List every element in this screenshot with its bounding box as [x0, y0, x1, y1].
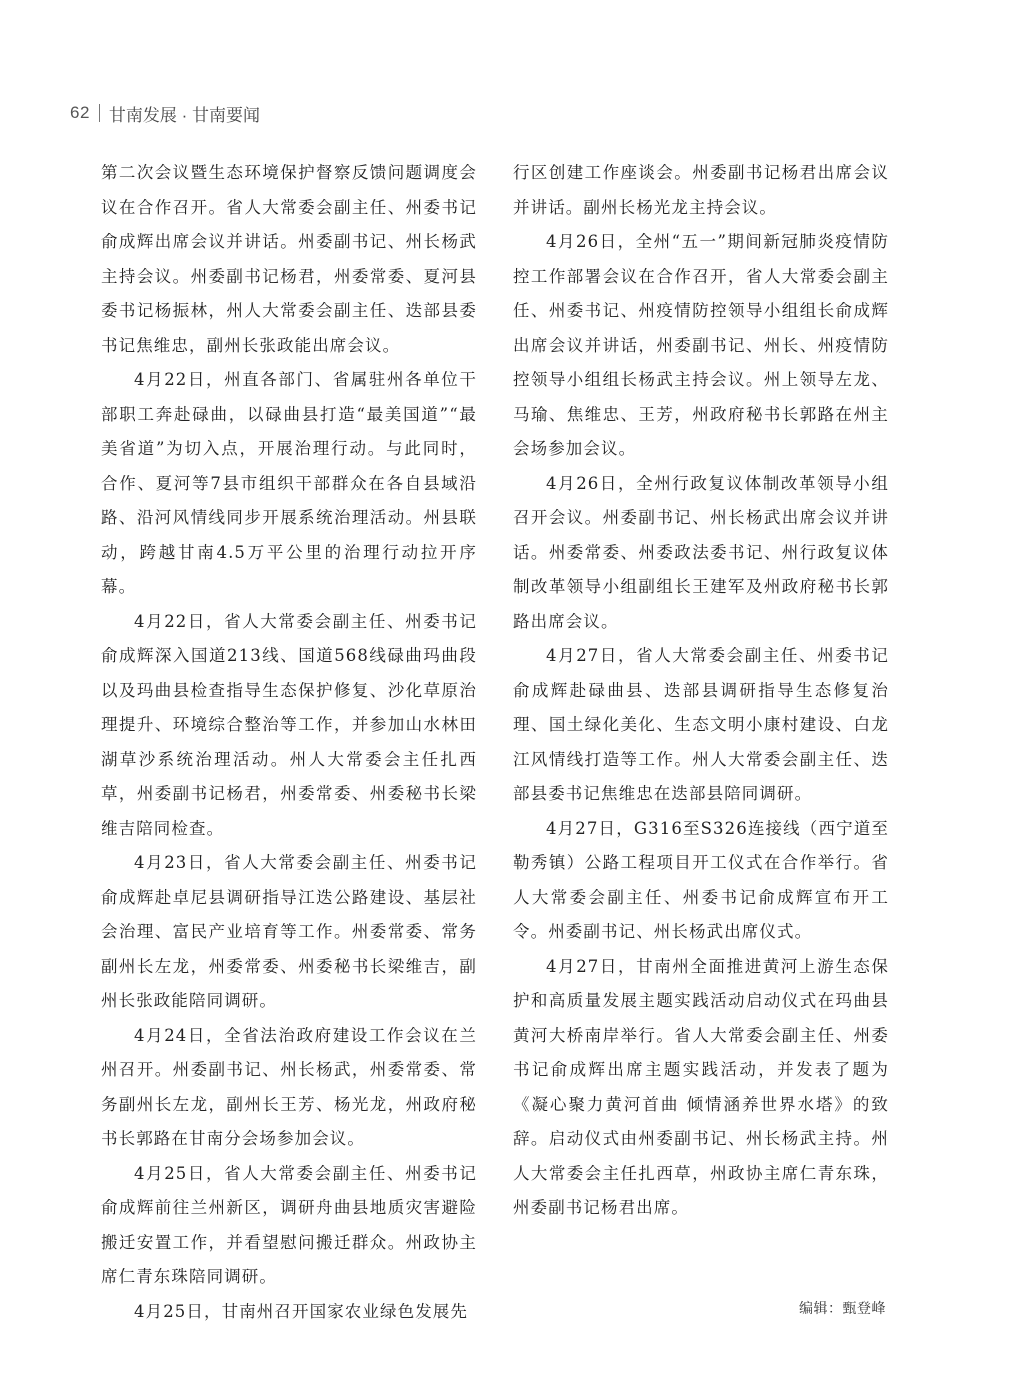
- editor-credit: 编辑：甄登峰: [799, 1301, 886, 1317]
- right-column: [513, 156, 889, 1226]
- news-paragraph: 4月25日，甘南州召开国家农业绿色发展先: [134, 1301, 468, 1321]
- page-header: [70, 100, 260, 126]
- header-divider: [99, 104, 100, 122]
- news-paragraph: 4月24日，全省法治政府建设工作会议在兰州召开。州委副书记、州长杨武，州委常委、常务副州长左龙，副州长王芳、杨光龙，州政府秘书长郭路在甘南分会场参加会议。: [101, 1025, 477, 1148]
- left-column: [101, 156, 477, 1329]
- news-paragraph: 4月27日，G316至S326连接线（西宁道至勒秀镇）公路工程项目开工仪式在合作举行。省人大常委会副主任、州委书记俞成辉宣布开工令。州委副书记、州长杨武出席仪式。: [513, 818, 889, 941]
- news-paragraph: 4月23日，省人大常委会副主任、州委书记俞成辉赴卓尼县调研指导江迭公路建设、基层社会治理、富民产业培育等工作。州委常委、常务副州长左龙，州委常委、州委秘书长梁维吉，副州长张政能陪同调研。: [101, 853, 477, 1010]
- news-paragraph: 4月27日，省人大常委会副主任、州委书记俞成辉赴碌曲县、迭部县调研指导生态修复治理、国土绿化美化、生态文明小康村建设、白龙江风情线打造等工作。州人大常委会副主任、迭部县委书记焦维忠在迭部县陪同调研。: [513, 646, 889, 803]
- page-number: 62: [70, 103, 90, 122]
- news-paragraph: 4月22日，州直各部门、省属驻州各单位干部职工奔赴碌曲，以碌曲县打造“最美国道”“最美省道”为切入点，开展治理行动。与此同时，合作、夏河等7县市组织干部群众在各自县域沿路、沿河风情线同步开展系统治理活动。州县联动，跨越甘南4.5万平公里的治理行动拉开序幕。: [101, 370, 477, 596]
- news-paragraph: 第二次会议暨生态环境保护督察反馈问题调度会议在合作召开。省人大常委会副主任、州委书记俞成辉出席会议并讲话。州委副书记、州长杨武主持会议。州委副书记杨君，州委常委、夏河县委书记杨振林，州人大常委会副主任、迭部县委书记焦维忠，副州长张政能出席会议。: [101, 163, 477, 355]
- news-paragraph: 行区创建工作座谈会。州委副书记杨君出席会议并讲话。副州长杨光龙主持会议。: [513, 163, 889, 217]
- news-paragraph: 4月26日，全州“五一”期间新冠肺炎疫情防控工作部署会议在合作召开，省人大常委会副主任、州委书记、州疫情防控领导小组组长俞成辉出席会议并讲话，州委副书记、州长、州疫情防控领导小组组长杨武主持会议。州上领导左龙、马瑜、焦维忠、王芳，州政府秘书长郭路在州主会场参加会议。: [513, 232, 889, 458]
- news-paragraph: 4月27日，甘南州全面推进黄河上游生态保护和高质量发展主题实践活动启动仪式在玛曲县黄河大桥南岸举行。省人大常委会副主任、州委书记俞成辉出席主题实践活动，并发表了题为《凝心聚力黄河首曲 倾情涵养世界水塔》的致辞。启动仪式由州委副书记、州长杨武主持。州人大常委会主任扎西草，州政协主席仁青东珠，州委副书记杨君出席。: [513, 956, 889, 1217]
- section-title: 甘南发展 · 甘南要闻: [108, 105, 261, 125]
- news-paragraph: 4月22日，省人大常委会副主任、州委书记俞成辉深入国道213线、国道568线碌曲玛曲段以及玛曲县检查指导生态保护修复、沙化草原治理提升、环境综合整治等工作，并参加山水林田湖草沙系统治理活动。州人大常委会主任扎西草，州委副书记杨君，州委常委、州委秘书长梁维吉陪同检查。: [101, 611, 477, 838]
- news-paragraph: 4月25日，省人大常委会副主任、州委书记俞成辉前往兰州新区，调研舟曲县地质灾害避险搬迁安置工作，并看望慰问搬迁群众。州政协主席仁青东珠陪同调研。: [101, 1163, 477, 1286]
- news-paragraph: 4月26日，全州行政复议体制改革领导小组召开会议。州委副书记、州长杨武出席会议并讲话。州委常委、州委政法委书记、州行政复议体制改革领导小组副组长王建军及州政府秘书长郭路出席会议。: [513, 473, 889, 631]
